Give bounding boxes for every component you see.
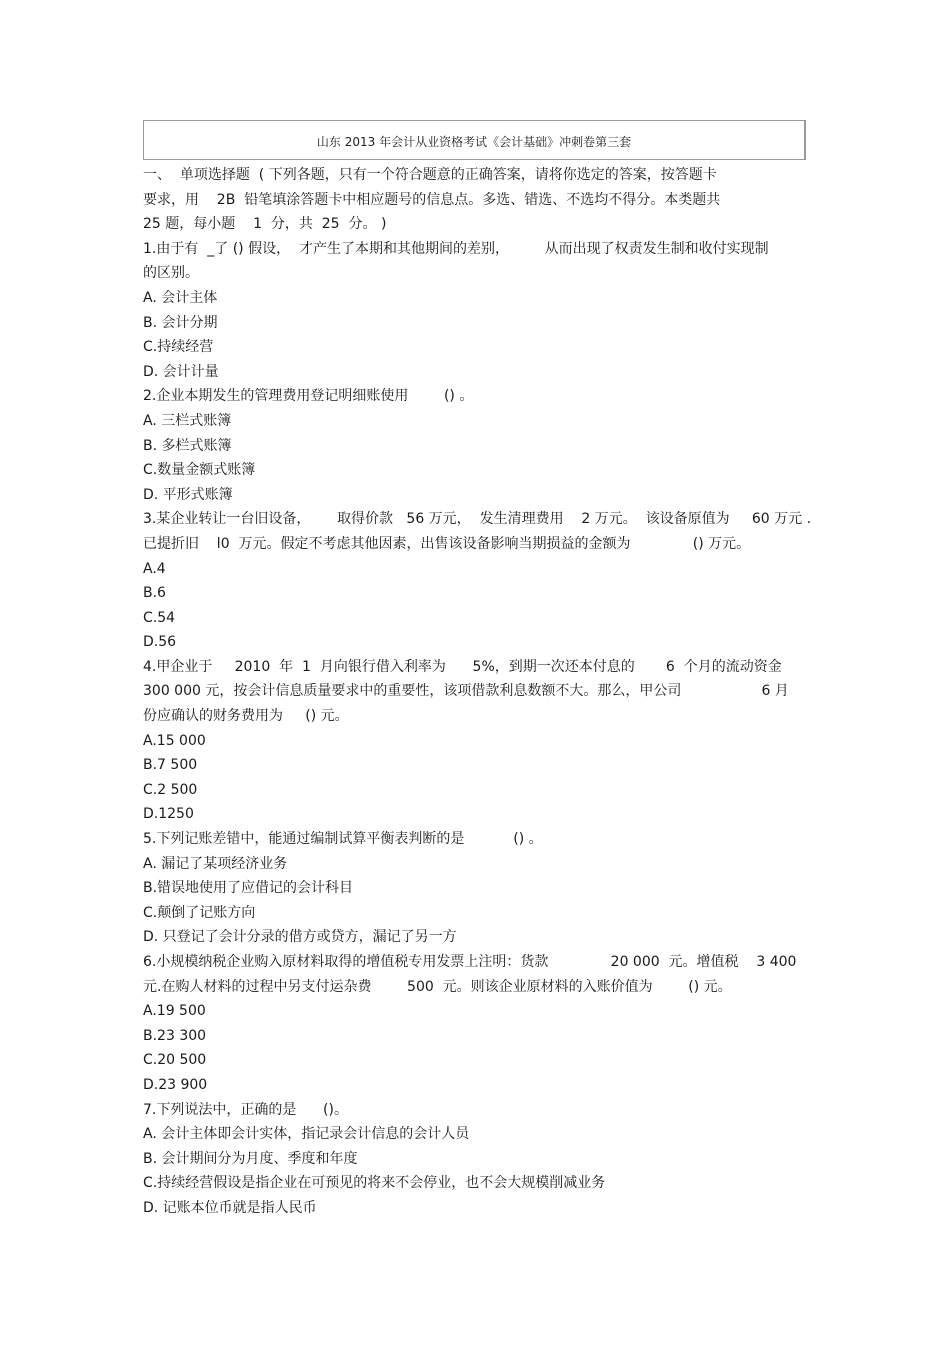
question-2 bbox=[143, 384, 813, 507]
instruction-line: 25 题，每小题 1 分，共 25 分。 ) bbox=[143, 216, 387, 233]
option-d: D. 记账本位币就是指人民币 bbox=[143, 1199, 317, 1216]
option-b: B.7 500 bbox=[143, 757, 198, 774]
question-stem: 7.下列说法中，正确的是 ()。 bbox=[143, 1101, 348, 1118]
question-stem: 5.下列记账差错中，能通过编制试算平衡表判断的是 () 。 bbox=[143, 831, 543, 848]
question-1 bbox=[143, 237, 813, 385]
question-stem: 已提折旧 l0 万元。假定不考虑其他因素，出售该设备影响当期损益的金额为 () 万元。 bbox=[143, 535, 751, 552]
title-box bbox=[143, 120, 806, 160]
option-d: D. 会计计量 bbox=[143, 363, 219, 380]
option-a: A. 漏记了某项经济业务 bbox=[143, 855, 288, 872]
option-d: D.23 900 bbox=[143, 1076, 208, 1093]
document-body bbox=[143, 163, 813, 1221]
question-stem: 300 000 元，按会计信息质量要求中的重要性，该项借款利息数额不大。那么，甲公司 6 月 bbox=[143, 683, 789, 700]
question-4 bbox=[143, 655, 813, 827]
question-5 bbox=[143, 827, 813, 950]
question-6 bbox=[143, 950, 813, 1098]
option-b: B.错误地使用了应借记的会计科目 bbox=[143, 880, 354, 897]
option-a: A. 会计主体 bbox=[143, 289, 218, 306]
question-stem: 6.小规模纳税企业购入原材料取得的增值税专用发票上注明：货款 20 000 元。增值税 3 400 bbox=[143, 954, 797, 970]
option-d: D. 只登记了会计分录的借方或贷方，漏记了另一方 bbox=[143, 929, 457, 946]
question-7 bbox=[143, 1098, 813, 1221]
option-d: D.56 bbox=[143, 634, 177, 651]
option-c: C.颠倒了记账方向 bbox=[143, 904, 256, 921]
question-stem: 份应确认的财务费用为 () 元。 bbox=[143, 708, 349, 725]
question-stem: 4.甲企业于 2010 年 1 月向银行借入利率为 5%，到期一次还本付息的 6 个月的流动资金 bbox=[143, 658, 782, 675]
option-d: D. 平形式账簿 bbox=[143, 486, 233, 503]
question-stem: 元.在购人材料的过程中另支付运杂费 500 元。则该企业原材料的入账价值为 () 元。 bbox=[143, 978, 732, 995]
instruction-line: 要求，用 2B 铅笔填涂答题卡中相应题号的信息点。多选、错选、不选均不得分。本类题共 bbox=[143, 191, 721, 208]
option-c: C.20 500 bbox=[143, 1052, 207, 1069]
option-c: C.2 500 bbox=[143, 781, 198, 798]
option-c: C.数量金额式账簿 bbox=[143, 462, 256, 479]
question-3 bbox=[143, 507, 813, 655]
option-a: A. 三栏式账簿 bbox=[143, 412, 232, 429]
question-stem: 3.某企业转让一台旧设备， 取得价款 56 万元， 发生清理费用 2 万元。 该设备原值为 60 万元 . bbox=[143, 511, 812, 528]
option-b: B.23 300 bbox=[143, 1027, 207, 1044]
option-d: D.1250 bbox=[143, 806, 194, 823]
option-a: A.4 bbox=[143, 560, 166, 577]
option-b: B. 会计期间分为月度、季度和年度 bbox=[143, 1150, 358, 1167]
option-c: C.持续经营 bbox=[143, 339, 214, 356]
question-stem: 2.企业本期发生的管理费用登记明细账使用 () 。 bbox=[143, 388, 474, 405]
option-c: C.54 bbox=[143, 609, 176, 626]
option-a: A. 会计主体即会计实体，指记录会计信息的会计人员 bbox=[143, 1126, 470, 1143]
document-title: 山东 2013 年会计从业资格考试《会计基础》冲刺卷第三套 bbox=[316, 135, 632, 149]
option-b: B. 多栏式账簿 bbox=[143, 437, 232, 454]
section-instructions bbox=[143, 163, 813, 237]
option-c: C.持续经营假设是指企业在可预见的将来不会停业，也不会大规模削减业务 bbox=[143, 1175, 606, 1192]
instruction-line: 一、 单项选择题 ( 下列各题，只有一个符合题意的正确答案，请将你选定的答案，按答题卡 bbox=[143, 167, 717, 183]
option-b: B.6 bbox=[143, 585, 166, 602]
question-stem: 的区别。 bbox=[143, 265, 199, 282]
option-a: A.15 000 bbox=[143, 732, 206, 749]
option-b: B. 会计分期 bbox=[143, 314, 218, 331]
question-stem: 1.由于有 _了 () 假设， 才产生了本期和其他期间的差别， 从而出现了权责发生制和收付实现制 bbox=[143, 240, 769, 257]
option-a: A.19 500 bbox=[143, 1003, 206, 1020]
